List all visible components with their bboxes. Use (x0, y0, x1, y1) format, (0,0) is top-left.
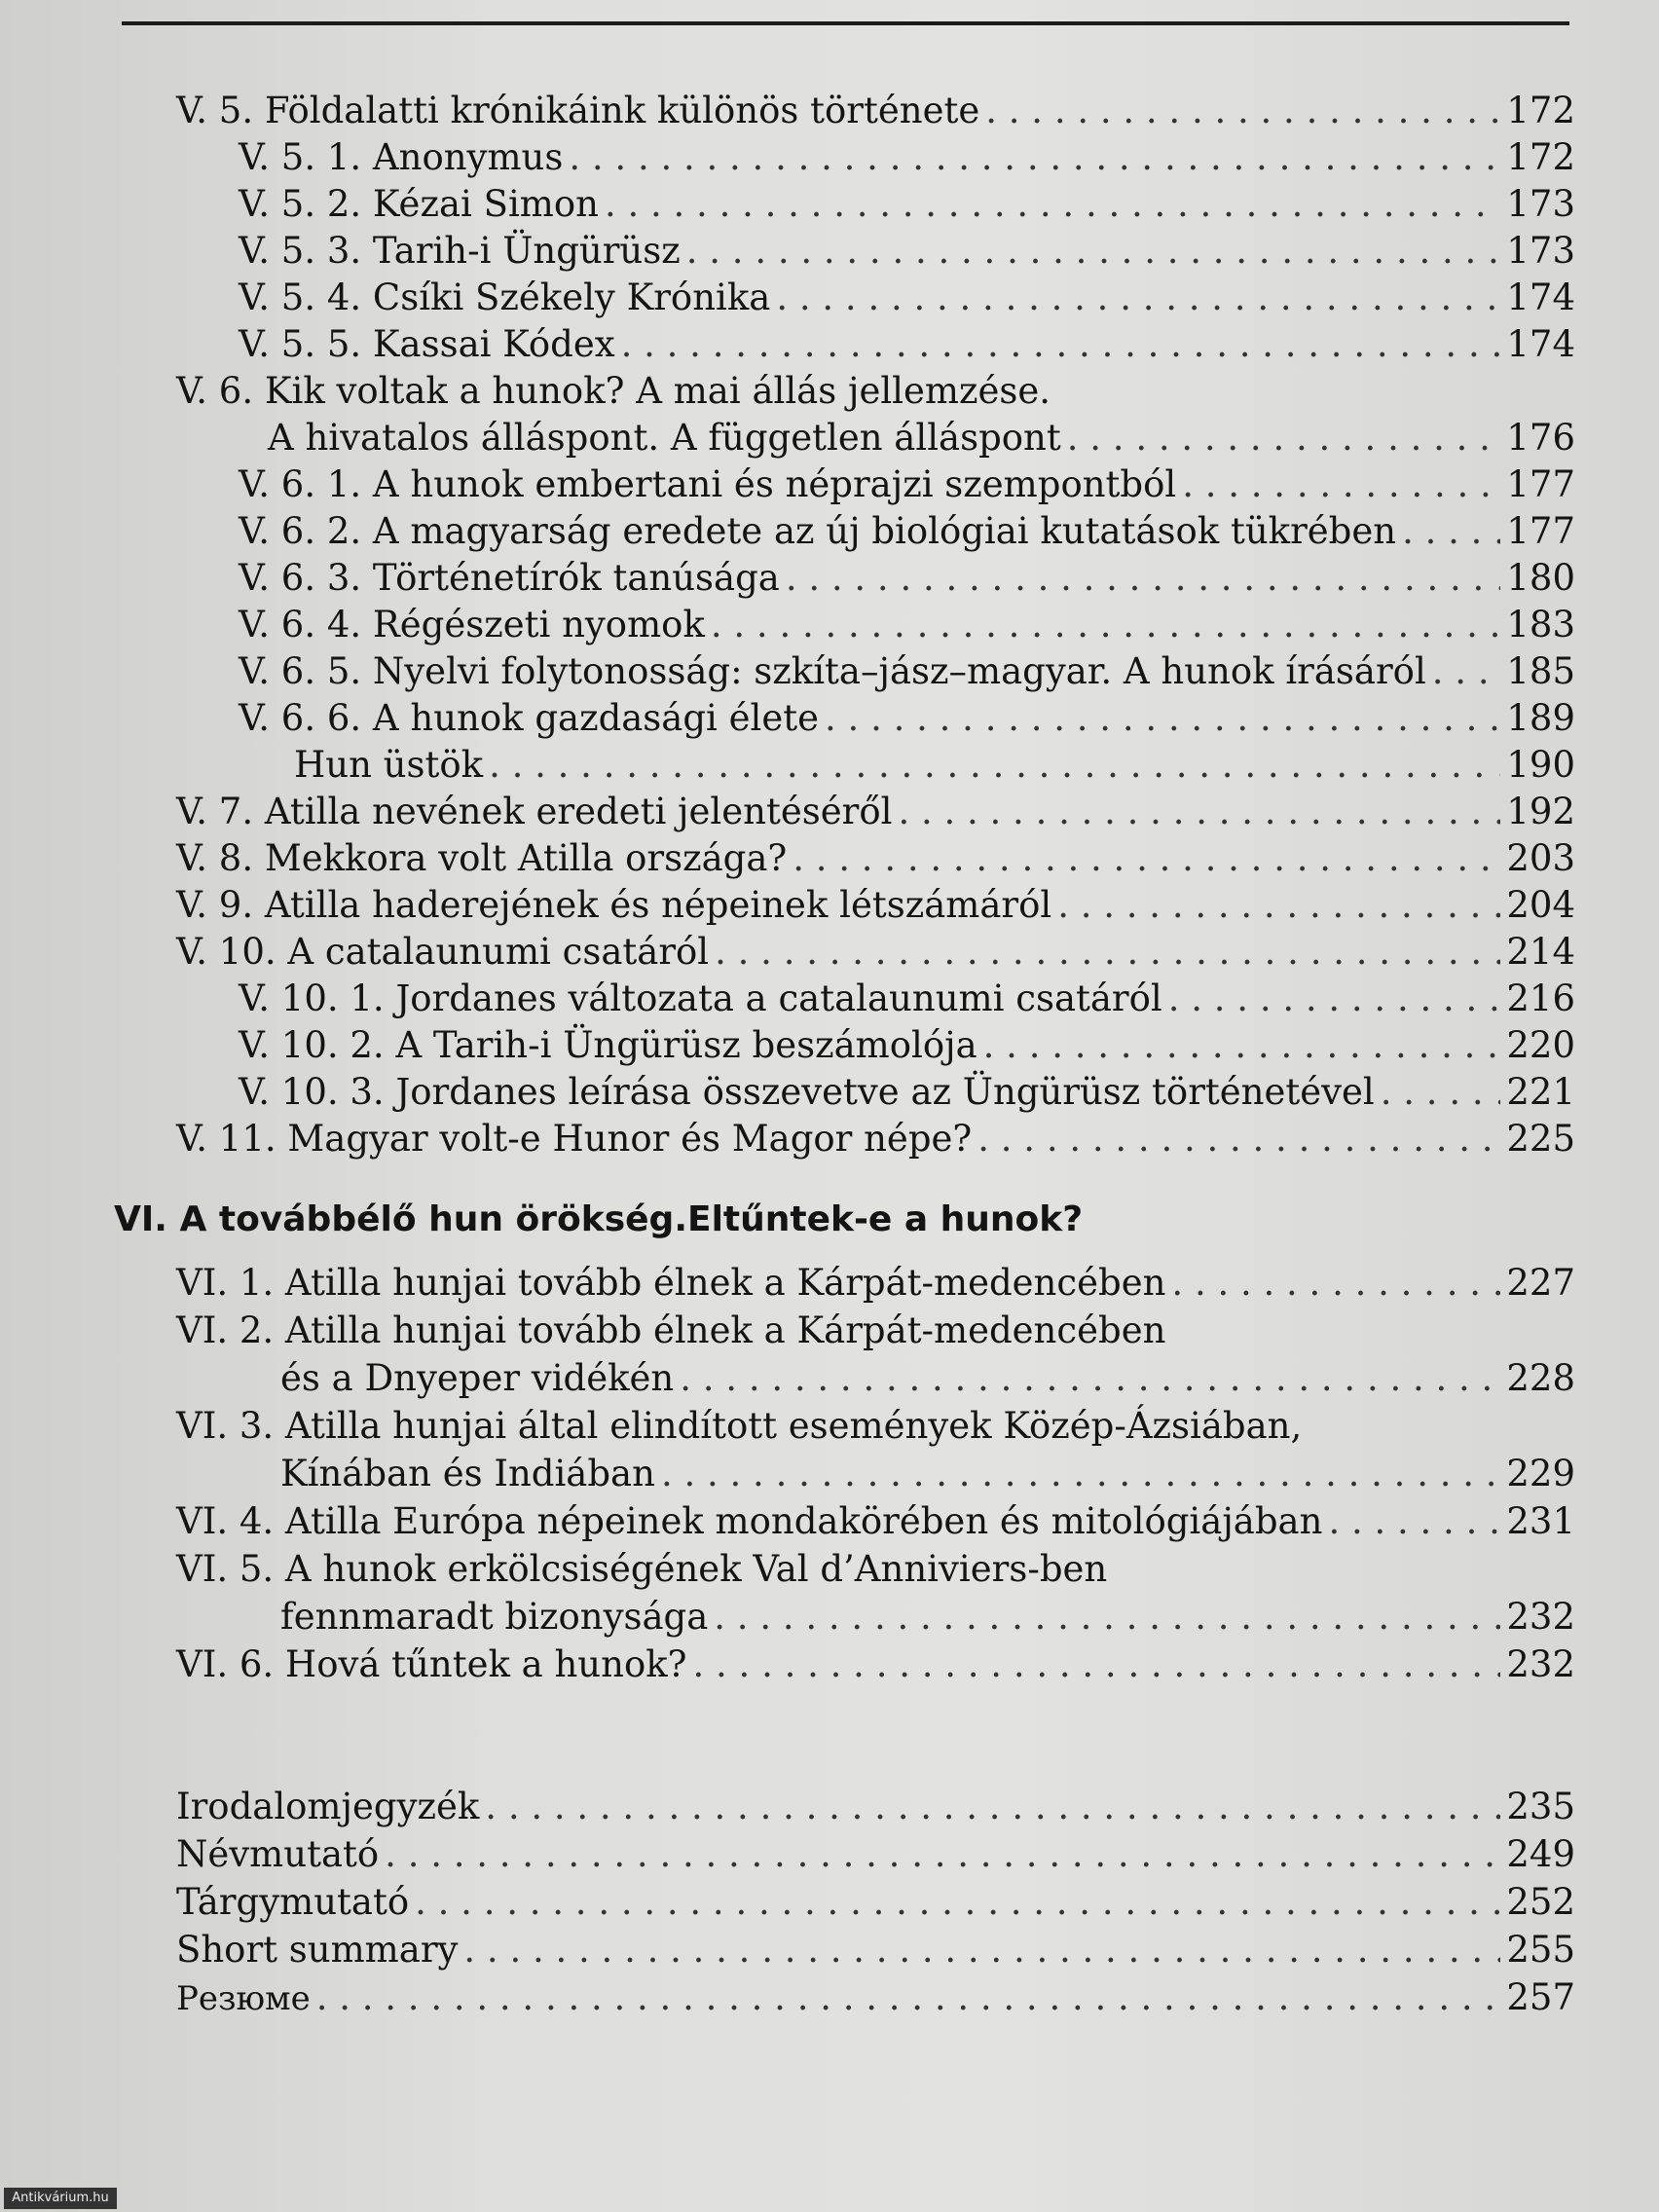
toc-entry-page: 228 (1506, 1357, 1575, 1399)
dot-leader (1432, 648, 1501, 695)
toc-entry (176, 835, 1575, 882)
toc-entry (239, 695, 1575, 742)
dot-leader (1057, 882, 1500, 929)
dot-leader (715, 929, 1500, 976)
dot-leader (680, 1355, 1500, 1402)
toc-entry-page: 229 (1506, 1453, 1575, 1494)
toc-entry (176, 1498, 1575, 1545)
toc-entry-page: 180 (1506, 557, 1575, 599)
toc-entry-title-line1: VI. 5. A hunok erkölcsiségének Val d’Anniviers-ben (176, 1548, 1108, 1590)
toc-entry-title: V. 5. Földalatti krónikáink különös története (176, 90, 980, 131)
toc-entry-page: 174 (1506, 276, 1575, 318)
dot-leader (1328, 1498, 1500, 1545)
toc-entry-page: 173 (1506, 183, 1575, 225)
toc-entry-title: V. 5. 3. Tarih-i Üngürüsz (239, 230, 681, 272)
toc-entry (239, 648, 1575, 695)
dot-leader (415, 1879, 1500, 1926)
toc-entry (239, 181, 1575, 228)
toc-entry-page: 214 (1506, 931, 1575, 973)
toc-entry-title: V. 10. 2. A Tarih-i Üngürüsz beszámolója (239, 1024, 977, 1066)
toc-entry-page: 185 (1506, 650, 1575, 692)
toc-entry-page: 257 (1506, 1976, 1575, 2018)
toc-entry-title: V. 6. 1. A hunok embertani és néprajzi szempontból (239, 463, 1177, 505)
dot-leader (661, 1451, 1500, 1497)
toc-entry (294, 742, 1575, 789)
dot-leader (985, 88, 1500, 134)
toc-entry (176, 88, 1575, 134)
toc-entry (176, 1974, 1575, 2021)
toc-entry (176, 929, 1575, 976)
toc-entry (176, 1831, 1575, 1878)
toc-entry-title: V. 5. 4. Csíki Székely Krónika (239, 276, 771, 318)
toc-entry-title-line1: V. 6. Kik voltak a hunok? A mai állás jellemzése. (176, 370, 1051, 412)
toc-entry-title: V. 9. Atilla haderejének és népeinek létszámáról (176, 884, 1052, 926)
dot-leader (463, 1927, 1500, 1973)
toc-entry-title: V. 8. Mekkora volt Atilla országa? (176, 837, 788, 879)
toc-entry-title: V. 10. 3. Jordanes leírása összevetve az Üngürüsz történetével (239, 1071, 1375, 1113)
toc-entry (239, 134, 1575, 181)
dot-leader (776, 275, 1500, 321)
toc-entry (176, 1641, 1575, 1688)
toc-entry (239, 976, 1575, 1022)
toc-entry (239, 1069, 1575, 1116)
toc-entry-title-line2: fennmaradt bizonysága (280, 1596, 709, 1638)
toc-entry-title: V. 6. 6. A hunok gazdasági élete (239, 697, 820, 739)
toc-entry (280, 1451, 1575, 1497)
toc-entry-page: 252 (1506, 1881, 1575, 1923)
toc-entry-page: 192 (1506, 791, 1575, 832)
toc-entry-page: 227 (1506, 1262, 1575, 1304)
toc-entry-title: Short summary (176, 1929, 459, 1971)
toc-entry (176, 1927, 1575, 1973)
toc-entry-page: 225 (1506, 1118, 1575, 1160)
dot-leader (686, 228, 1501, 275)
toc-entry-title: Резюме (176, 1979, 311, 2018)
section-heading: VI. A továbbélő hun örökség.Eltűntek-e a hunok? (114, 1199, 1084, 1239)
watermark: Antikvárium.hu (4, 2188, 117, 2209)
toc-entry (239, 602, 1575, 648)
toc-entry-page: 235 (1506, 1786, 1575, 1827)
toc-entry-title: V. 6. 3. Történetírók tanúsága (239, 557, 780, 599)
toc-entry-page: 183 (1506, 604, 1575, 645)
toc-entry-page: 172 (1506, 136, 1575, 178)
toc-entry-title: V. 6. 2. A magyarság eredete az új biológiai kutatások tükrében (239, 510, 1397, 552)
toc-entry (176, 1879, 1575, 1926)
dot-leader (1402, 508, 1500, 555)
toc-entry-page: 231 (1506, 1500, 1575, 1542)
toc-entry-title: VI. 4. Atilla Európa népeinek mondakörében és mitológiájában (176, 1500, 1323, 1542)
dot-leader (711, 602, 1501, 648)
toc-entry-title: V. 6. 5. Nyelvi folytonosság: szkíta–jász–magyar. A hunok írásáról (239, 650, 1426, 692)
toc-entry-page: 189 (1506, 697, 1575, 739)
dot-leader (714, 1594, 1500, 1641)
toc-entry-page: 216 (1506, 977, 1575, 1019)
toc-entry (239, 228, 1575, 275)
toc-entry (239, 555, 1575, 602)
toc-entry-page: 203 (1506, 837, 1575, 879)
dot-leader (983, 1022, 1501, 1069)
toc-entry-page: 221 (1506, 1071, 1575, 1113)
toc-entry-title: V. 6. 4. Régészeti nyomok (239, 604, 705, 645)
toc-entry (239, 275, 1575, 321)
toc-entry-page: 177 (1506, 463, 1575, 505)
dot-leader (1182, 461, 1500, 508)
dot-leader (605, 181, 1500, 228)
toc-entry (176, 1260, 1575, 1307)
toc-entry-title: VI. 1. Atilla hunjai tovább élnek a Kárpát-medencében (176, 1262, 1166, 1304)
toc-entry-title: V. 5. 1. Anonymus (239, 136, 564, 178)
toc-entry-title: Hun üstök (294, 744, 484, 786)
toc-entry (239, 508, 1575, 555)
toc-entry-page: 177 (1506, 510, 1575, 552)
toc-entry-page: 173 (1506, 230, 1575, 272)
dot-leader (569, 134, 1500, 181)
toc-entry (176, 789, 1575, 835)
dot-leader (793, 835, 1500, 882)
toc-entry-title: V. 11. Magyar volt-e Hunor és Magor népe? (176, 1118, 973, 1160)
dot-leader (1171, 1260, 1500, 1307)
toc-entry-title: Névmutató (176, 1833, 380, 1875)
toc-entry-title: V. 7. Atilla nevének eredeti jelentéséről (176, 791, 893, 832)
dot-leader (825, 695, 1500, 742)
dot-leader (1381, 1069, 1501, 1116)
toc-entry (280, 1594, 1575, 1641)
toc-entry-title-line2: és a Dnyeper vidékén (280, 1357, 675, 1399)
toc-entry-title: V. 5. 2. Kézai Simon (239, 183, 599, 225)
toc-entry-title-line2: A hivatalos álláspont. A független álláspont (268, 417, 1061, 459)
toc-entry (176, 1784, 1575, 1830)
toc-entry (280, 1355, 1575, 1402)
toc-entry (239, 321, 1575, 368)
toc-entry-page: 232 (1506, 1596, 1575, 1638)
toc-entry-title-line2: Kínában és Indiában (280, 1453, 655, 1494)
toc-entry-page: 220 (1506, 1024, 1575, 1066)
toc-entry (268, 415, 1575, 461)
dot-leader (1168, 976, 1501, 1022)
dot-leader (693, 1641, 1501, 1688)
toc-entry-page: 176 (1506, 417, 1575, 459)
dot-leader (489, 742, 1500, 789)
toc-entry-page: 174 (1506, 323, 1575, 365)
dot-leader (485, 1784, 1500, 1830)
dot-leader (316, 1974, 1501, 2021)
toc-entry-page: 255 (1506, 1929, 1575, 1971)
toc-entry-title: Irodalomjegyzék (176, 1786, 480, 1827)
dot-leader (786, 555, 1501, 602)
dot-leader (898, 789, 1500, 835)
toc-entry-title: VI. 6. Hová tűntek a hunok? (176, 1643, 687, 1685)
dot-leader (977, 1116, 1500, 1162)
dot-leader (385, 1831, 1500, 1878)
toc-entry-page: 232 (1506, 1643, 1575, 1685)
toc-entry-page: 190 (1506, 744, 1575, 786)
toc-entry-page: 172 (1506, 90, 1575, 131)
toc-entry (176, 882, 1575, 929)
toc-entry (176, 1116, 1575, 1162)
toc-entry-title-line1: VI. 3. Atilla hunjai által elindított események Közép-Ázsiában, (176, 1405, 1303, 1447)
toc-entry-title: V. 10. 1. Jordanes változata a catalaunumi csatáról (239, 977, 1162, 1019)
toc-entry-title-line1: VI. 2. Atilla hunjai tovább élnek a Kárpát-medencében (176, 1309, 1166, 1351)
toc-entry (239, 461, 1575, 508)
toc-entry-page: 204 (1506, 884, 1575, 926)
toc-entry (239, 1022, 1575, 1069)
toc-entry-title: Tárgymutató (176, 1881, 410, 1923)
dot-leader (1067, 415, 1501, 461)
toc-entry-title: V. 10. A catalaunumi csatáról (176, 931, 710, 973)
dot-leader (621, 321, 1501, 368)
toc-entry-title: V. 5. 5. Kassai Kódex (239, 323, 615, 365)
toc-entry-page: 249 (1506, 1833, 1575, 1875)
